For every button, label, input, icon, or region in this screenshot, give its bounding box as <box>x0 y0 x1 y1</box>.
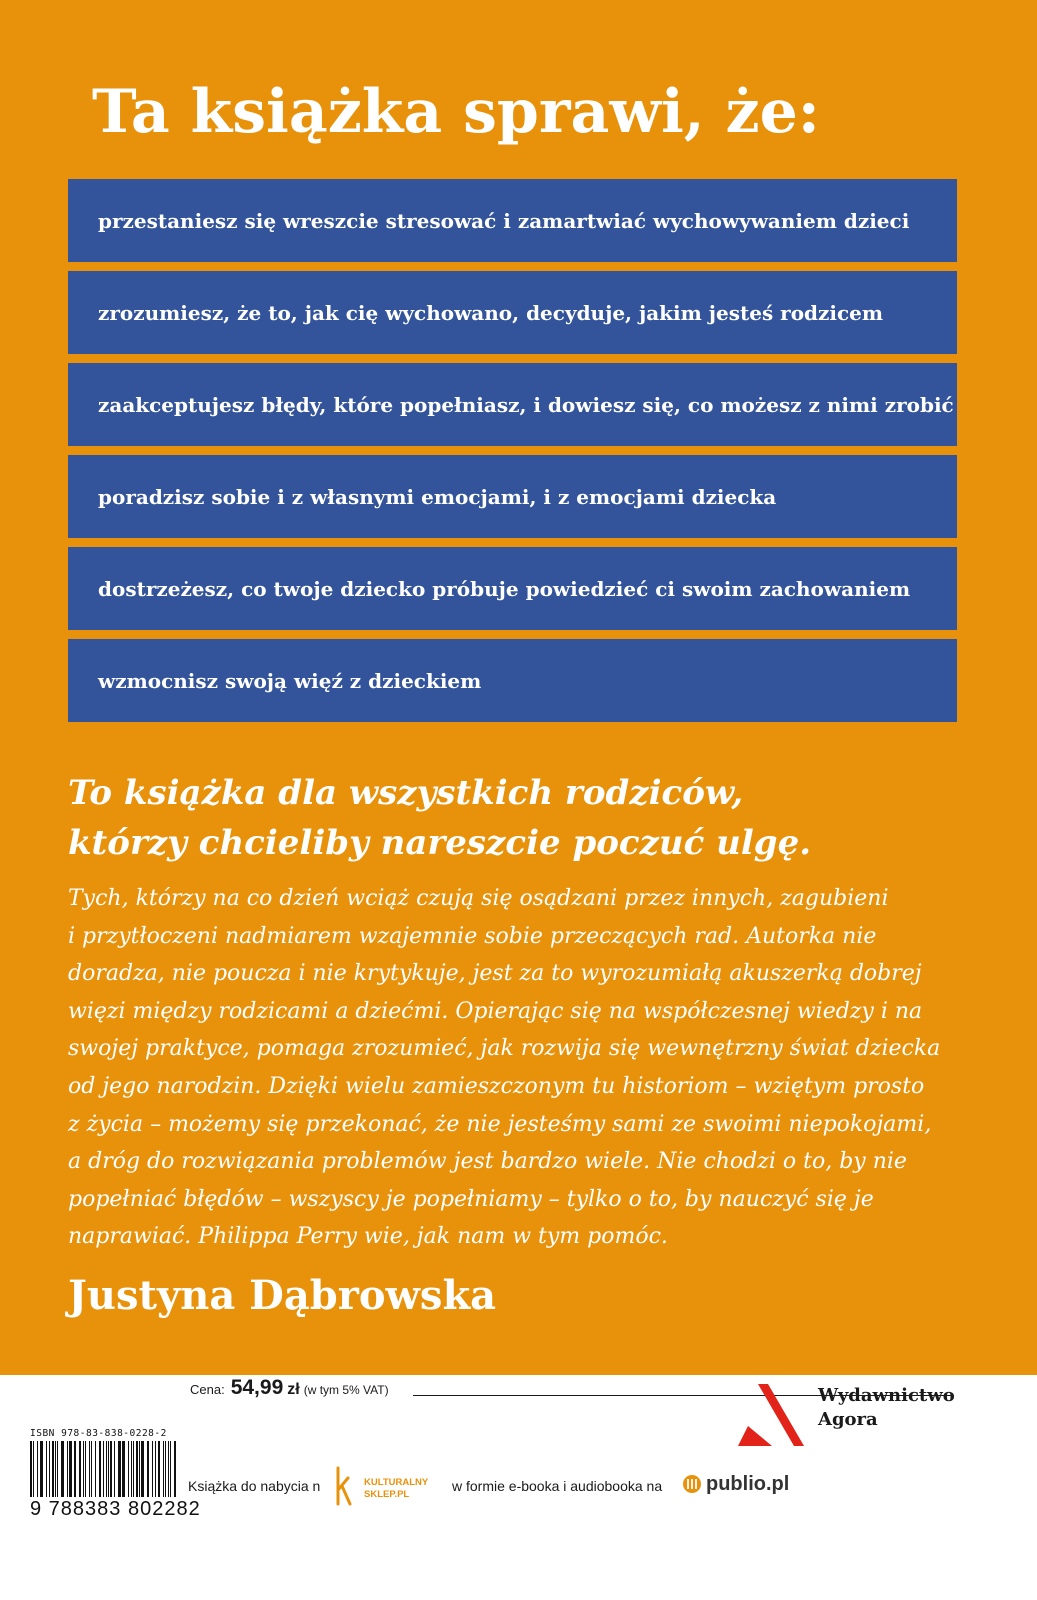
blurb-line: Tych, którzy na co dzień wciąż czują się osądzani przez innych, zagubieni <box>68 886 889 911</box>
blurb-line: a dróg do rozwiązania problemów jest bardzo wiele. Nie chodzi o to, by nie <box>68 1149 907 1175</box>
barcode-bar <box>61 1441 64 1497</box>
barcode-bar <box>99 1441 101 1497</box>
blurb-line: z życia – możemy się przekonać, że nie jesteśmy sami ze swoimi niepokojami, <box>68 1111 932 1137</box>
publio-name: publio.pl <box>706 1472 790 1495</box>
barcode-bar <box>122 1441 125 1497</box>
barcode-bar <box>46 1441 47 1497</box>
barcode-bar <box>170 1441 171 1497</box>
barcode-bar <box>106 1441 107 1497</box>
barcode-bar <box>133 1441 134 1497</box>
benefit-text: zaakceptujesz błędy, które popełniasz, i dowiesz się, co możesz z nimi zrobić <box>98 392 954 417</box>
benefit-box <box>68 363 957 446</box>
barcode-bar <box>163 1441 164 1497</box>
barcode-bar <box>89 1441 90 1497</box>
blurb-line: popełniać błędów – wszyscy je popełniamy – tylko o to, by nauczyć się je <box>68 1186 874 1212</box>
blurb-line: naprawiać. Philippa Perry wie, jak nam w tym pomóc. <box>68 1224 668 1250</box>
barcode-bar <box>114 1441 115 1497</box>
blurb-line: swojej praktyce, pomaga zrozumieć, jak rozwija się wewnętrzny świat dziecka <box>68 1036 941 1062</box>
publio-icon <box>682 1474 702 1494</box>
barcode-bar <box>30 1441 32 1497</box>
kulturalny-line1: KULTURALNY <box>364 1477 429 1488</box>
tagline <box>68 768 811 868</box>
benefit-box <box>68 179 957 262</box>
barcode-bar <box>49 1441 50 1497</box>
barcode-bar <box>110 1441 112 1497</box>
publisher-name-line: Wydawnictwo <box>818 1385 955 1406</box>
barcode-bar <box>147 1441 149 1497</box>
barcode-bar <box>152 1441 153 1497</box>
barcode-bar <box>79 1441 81 1497</box>
publisher-name-line: Agora <box>818 1409 878 1430</box>
availability-text: Książka do nabycia n <box>188 1478 321 1494</box>
barcode-bar <box>37 1441 38 1497</box>
blurb-author: Justyna Dąbrowska <box>68 1272 497 1319</box>
barcode <box>30 1441 180 1497</box>
barcode-bar <box>103 1441 104 1497</box>
isbn-text: ISBN 978-83-838-0228-2 <box>30 1428 167 1439</box>
barcode-bar <box>168 1441 169 1497</box>
barcode-bar <box>69 1441 72 1497</box>
tagline-line: To książka dla wszystkich rodziców, <box>68 773 744 813</box>
kulturalny-sklep-logo <box>334 1464 444 1508</box>
price-vat-note: (w tym 5% VAT) <box>303 1383 389 1397</box>
benefit-text: poradzisz sobie i z własnymi emocjami, i z emocjami dziecka <box>98 484 777 509</box>
kulturalny-line2: SKLEP.PL <box>364 1489 410 1500</box>
barcode-bar <box>67 1441 68 1497</box>
benefit-text: wzmocnisz swoją więź z dzieckiem <box>98 668 482 693</box>
benefit-text: dostrzeżesz, co twoje dziecko próbuje powiedzieć ci swoim zachowaniem <box>98 576 911 601</box>
price-label: Cena: <box>190 1382 225 1397</box>
barcode-bar <box>95 1441 96 1497</box>
blurb-line: doradza, nie poucza i nie krytykuje, jest za to wyrozumiałą akuszerką dobrej <box>68 961 922 987</box>
blurb-line: od jego narodzin. Dzięki wielu zamieszczonym tu historiom – wziętym prosto <box>68 1073 925 1099</box>
barcode-digits: 9 788383 802282 <box>30 1498 201 1520</box>
blurb-line: więzi między rodzicami a dziećmi. Opierając się na współczesnej wiedzy i na <box>68 998 923 1024</box>
barcode-bar <box>158 1441 160 1497</box>
price <box>190 1376 389 1416</box>
barcode-bar <box>74 1441 76 1497</box>
barcode-bar <box>165 1441 166 1497</box>
benefit-box <box>68 271 957 354</box>
barcode-bar <box>57 1441 58 1497</box>
benefit-text: przestaniesz się wreszcie stresować i zamartwiać wychowywaniem dzieci <box>98 208 910 233</box>
benefit-text: zrozumiesz, że to, jak cię wychowano, decyduje, jakim jesteś rodzicem <box>98 300 884 325</box>
agora-logo-icon <box>738 1384 810 1446</box>
tagline-line: którzy chcieliby nareszcie poczuć ulgę. <box>68 823 812 863</box>
barcode-bar <box>141 1441 144 1497</box>
barcode-bar <box>55 1441 56 1497</box>
headline: Ta książka sprawi, że: <box>92 77 820 147</box>
barcode-bar <box>128 1441 129 1497</box>
barcode-bar <box>108 1441 109 1497</box>
availability-text-ebook: w formie e-booka i audiobooka na <box>452 1478 663 1494</box>
barcode-bar <box>83 1441 84 1497</box>
barcode-bar <box>52 1441 54 1497</box>
barcode-bar <box>40 1441 43 1497</box>
price-currency: zł <box>287 1381 300 1398</box>
barcode-bar <box>85 1441 86 1497</box>
benefit-box <box>68 547 957 630</box>
benefit-box <box>68 455 957 538</box>
barcode-bar <box>155 1441 156 1497</box>
publio-logo <box>682 1467 789 1501</box>
publisher-name <box>818 1384 955 1432</box>
barcode-bar <box>91 1441 92 1497</box>
blurb-paragraph <box>68 880 968 1256</box>
barcode-bar <box>136 1441 138 1497</box>
barcode-bar <box>33 1441 34 1497</box>
blurb-line: i przytłoczeni nadmiarem wzajemnie sobie przeczących rad. Autorka nie <box>68 923 877 949</box>
barcode-bar <box>139 1441 140 1497</box>
barcode-bar <box>131 1441 132 1497</box>
barcode-bar <box>174 1441 176 1497</box>
benefit-box <box>68 639 957 722</box>
barcode-bar <box>118 1441 121 1497</box>
price-value: 54,99 <box>230 1376 284 1399</box>
